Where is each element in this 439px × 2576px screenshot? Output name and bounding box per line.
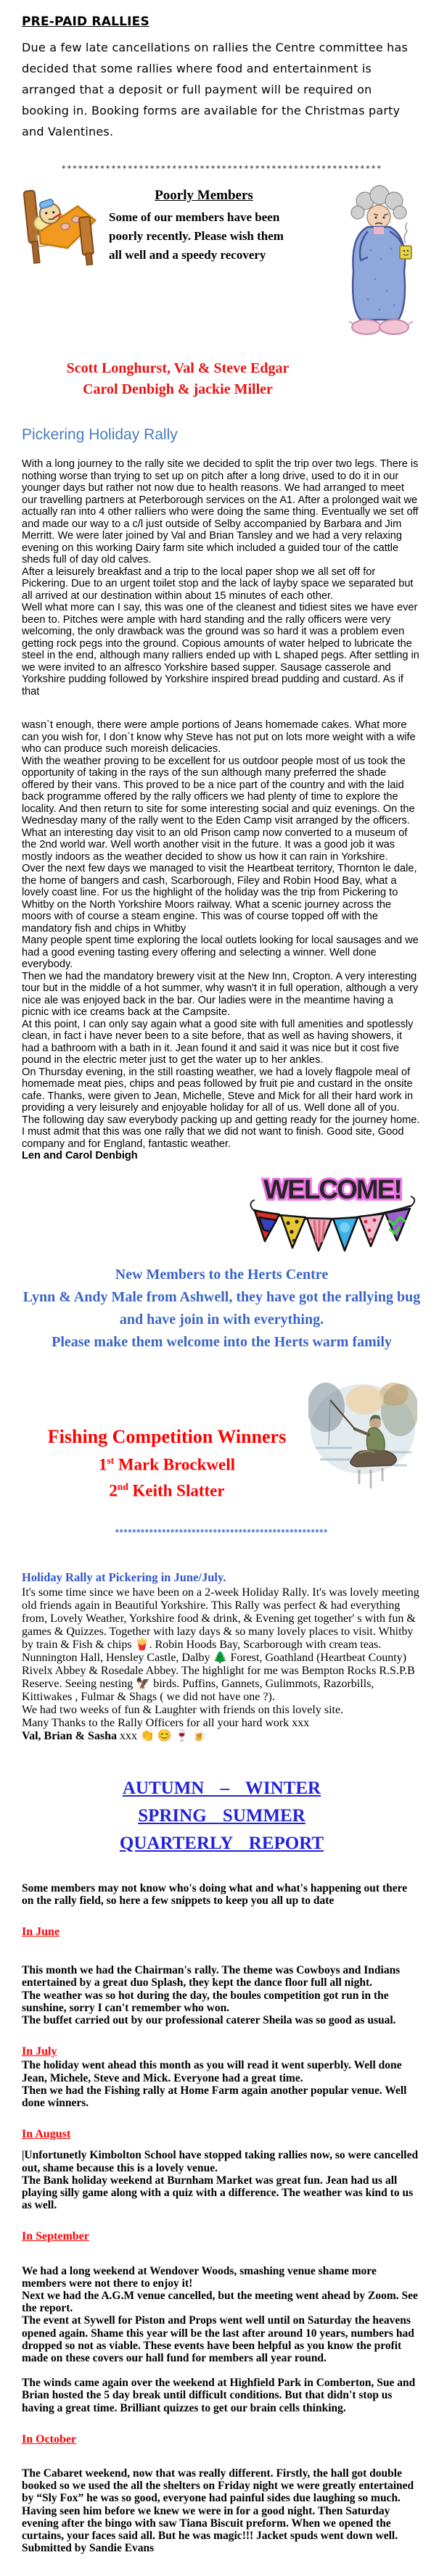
month-heading-july: In July — [22, 2045, 57, 2058]
month-heading-october: In October — [22, 2432, 77, 2445]
winner-2-name: Keith Slatter — [132, 1481, 225, 1500]
quarterly-line1: AUTUMN – WINTER — [122, 1778, 321, 1798]
winner-2-ordinal: nd — [117, 1481, 128, 1493]
grumpy-woman-svg — [336, 185, 422, 339]
pickering-paragraph: The following day saw everybody packing up and getting ready for the journey home. I must admit that this was one rally that we did not want to finish. Good site, Good company and for England, fantastic weather. — [22, 1114, 420, 1150]
welcome-banner-text: WELCOME! — [263, 1174, 401, 1204]
winner-1-rank: 1 — [98, 1455, 107, 1474]
pickering-paragraph: Many people spent time exploring the local outlets looking for local sausages and we had a good evening tasting every offering and selecting a winner. Well done everybody. — [22, 935, 419, 970]
pickering-paragraph: wasn`t enough, there were ample portions of Jeans homemade cakes. What more can you wish for, I don`t know why Steve has not put on lots more weight with a wife who can produce such moreish delicacies. — [22, 719, 416, 755]
fishing-winner-1 — [22, 1449, 312, 1476]
quarterly-report-heading — [22, 1775, 422, 1858]
fisherman-watercolor-illustration — [308, 1378, 417, 1499]
holiday-report-paragraph: Many Thanks to the Rally Officers for all your hard work xxx — [22, 1716, 310, 1729]
signoff-names: Val, Brian & Sasha — [22, 1729, 117, 1742]
pickering-paragraph: With the weather proving to be excellent for us outdoor people most of us took the opportunity of taking in the rays of the sun although many preferred the shade offered by their vans. This proved to be a nice part of the country and with the laid back programme offered by the rally officers we had plenty of time to explore the locality. And then return to site for some interesting social and quiz evenings. On the Wednesday many of the rally went to the Eden Camp visit arranged by the officers. What an interesting day visit to an old Prison camp now converted to a museum of the 2nd world war. Well worth another visit in the future. It was a good job it was mostly indoors as the weather decided to show us how it can rain in Yorkshire. — [22, 755, 415, 863]
prepaid-rallies-body: Due a few late cancellations on rallies the Centre committee has decided that some rallies where food and entertainment is arranged that a deposit or full payment will be required on booking in. Booking forms are available for the Christmas party and Valentines. — [22, 41, 409, 138]
poorly-members-title: Poorly Members — [155, 188, 253, 203]
asterisk-divider: ********************************************************** — [61, 164, 382, 173]
snippets-intro: Some members may not know who's doing what and what's happening out there on the rally field, so here a few snippets to keep you all up to date — [22, 1881, 408, 1907]
september-paragraph: The winds came again over the weekend at Highfield Park in Comberton, Sue and Brian hosted the 5 day break until difficult conditions. But that didn't stop us having a great time. Brilliant quizzes to get our brain cells thinking. — [22, 2377, 416, 2414]
quarterly-line2: SPRING SUMMER — [138, 1805, 305, 1826]
pickering-paragraph: After a leisurely breakfast and a trip to the local paper shop we all set off for Pickering. Due to an urgent toilet stop and the lack of layby space we separated but all arrived at our destination within about 15 minutes of each other. — [22, 566, 414, 602]
new-members-line2: Lynn & Andy Male from Ashwell, they have got the rallying bug and have join in with everything. — [22, 1288, 421, 1328]
fishing-competition-section — [22, 1378, 422, 1509]
pickering-paragraph: With a long journey to the rally site we decided to split the trip over two legs. There is nothing worse than trying to set up on pitch after a long drive, used to do it in our younger days but rather not now due to health reasons. We had arranged to meet our travelling partners at Peterborough services on the A1. After a prolonged wait we actually ran into 4 other ralliers who were doing the same thing. Eventually we set off and made our way to a c/l just outside of Selby accompanied by Barbara and Jim Merritt. We were later joined by Val and Brian Tansley and we had a very relaxing evening on this working Dairy farm site which included a guided tour of the cattle sheds full of day old calves. — [22, 458, 419, 566]
fisherman-svg — [308, 1378, 417, 1496]
winner-1-name: Mark Brockwell — [118, 1455, 236, 1474]
september-paragraph: The event at Sywell for Piston and Props went well until on Saturday the heavens opened again. Shame this year will be the last after around 10 years, numbers had dropped so not as viable. These events have been helpful as you know the profit made on these covers our hall fund for members all year round. — [22, 2314, 414, 2364]
july-paragraph: Then we had the Fishing rally at Home Farm again another popular venue. Well done winners. — [22, 2084, 407, 2109]
june-paragraph: The buffet carried out by our professional caterer Sheila was so good as usual. — [22, 2013, 396, 2026]
quarterly-snippets — [22, 1882, 422, 2555]
fishing-winner-2 — [22, 1475, 312, 1502]
fishing-competition-text — [22, 1378, 312, 1502]
poorly-names-line2: Carol Denbigh & jackie Miller — [83, 381, 273, 397]
month-heading-august: In August — [22, 2128, 71, 2141]
prepaid-rallies-section — [22, 12, 422, 142]
winner-2-rank: 2 — [109, 1481, 118, 1500]
july-paragraph: The holiday went ahead this month as you will read it went superbly. Well done Jean, Michele, Steve and Mick. Everyone had a great time. — [22, 2059, 402, 2084]
holiday-rally-report — [22, 1571, 422, 1743]
june-paragraph: The weather was so hot during the day, the boules competition got run in the sunshine, sorry I can't remember who won. — [22, 1989, 389, 2014]
prepaid-rallies-title: PRE-PAID RALLIES — [22, 15, 149, 29]
pickering-signoff: Len and Carol Denbigh — [22, 1150, 138, 1161]
holiday-report-title: Holiday Rally at Pickering in June/July. — [22, 1570, 226, 1584]
september-paragraph: We had a long weekend at Wendover Woods, smashing venue shame more members were not there to enjoy it! — [22, 2264, 377, 2290]
holiday-report-paragraph: We had two weeks of fun & Laughter with friends on this lovely site. — [22, 1703, 344, 1716]
sick-person-in-bed-illustration — [22, 185, 99, 270]
june-paragraph: This month we had the Chairman's rally. The theme was Cowboys and Indians entertained by a great duo Splash, they kept the dance floor full all night. — [22, 1964, 401, 1989]
quarterly-line3: QUARTERLY REPORT — [119, 1833, 324, 1853]
welcome-bunting-svg — [246, 1169, 419, 1258]
fishing-competition-title: Fishing Competition Winners — [47, 1425, 287, 1447]
winner-1-ordinal: st — [107, 1454, 115, 1466]
submitted-by: Submitted by Sandie Evans — [22, 2542, 155, 2555]
poorly-members-body: Some of our members have been poorly recently. Please wish them all well and a speedy recovery — [109, 210, 284, 262]
new-members-line1: New Members to the Herts Centre — [115, 1266, 329, 1283]
pickering-paragraph: Over the next few days we managed to visit the Heartbeat territory, Thornton le dale, the home of bangers and cash, Scarborough, Filey and Robin Hood Bay, what a lovely coast line. For us the highlight of the holiday was the trip from Pickering to Whitby on the North Yorkshire Moors railway. What a scenic journey across the moors with of course a steam engine. This was of course topped off with the mandatory fish and chips in Whitby — [22, 863, 417, 935]
month-heading-september: In September — [22, 2230, 89, 2243]
august-paragraph: |Unfortunetly Kimbolton School have stopped taking rallies now, so were cancelled out, shame because this is a lovely venue. — [22, 2149, 419, 2174]
september-paragraph: Next we had the A.G.M venue cancelled, but the meeting went ahead by Zoom. See the report. — [22, 2289, 418, 2315]
month-heading-june: In June — [22, 1925, 60, 1938]
august-paragraph: The Bank holiday weekend at Burnham Market was great fun. Jean had us all playing silly game along with a quiz with a difference. The weather was kind to us as well. — [22, 2174, 414, 2212]
new-members-line3: Please make them welcome into the Herts warm family — [52, 1333, 392, 1350]
pickering-paragraph: Then we had the mandatory brewery visit at the New Inn, Cropton. A very interesting tour but in the middle of a hot summer, why wasn't it in full operation, although a very nice ale was enjoyed back in the bar. Our ladies were in the meantime having a picnic with ice creams back at the Campsite. — [22, 970, 419, 1018]
welcome-banner-illustration — [22, 1169, 419, 1258]
celebration-emoji-row: 👏 😊 🍷 🍺 — [140, 1729, 207, 1742]
holiday-report-signoff — [22, 1730, 422, 1743]
signoff-kisses: xxx — [120, 1729, 137, 1742]
poorly-names-line1: Scott Longhurst, Val & Steve Edgar — [66, 360, 290, 376]
holiday-report-paragraph: It's some time since we have been on a 2-week Holiday Rally. It's was lovely meeting old friends again in Beautiful Yorkshire. This Rally was perfect & had everything from, Lovely Weather, Yorkshire food & drink, & Evening get together' s with fun & games & Quizzes. Together with lazy days & so many lovely places to visit. Whitby by train & Fish & chips 🍟. Robin Hoods Bay, Scarborough with cream teas. Nunnington Hall, Hensley Castle, Dalby 🌲 Forest, Goathland (Heartbeat County) Rivelx Abbey & Rosedale Abbey. The highlight for me was Bempton Rocks R.S.P.B Reserve. Seeing nesting 🦅 birds. Puffins, Gannets, Gulimmots, Razorbills, Kittiwakes , Fulmar & Shags ( we did not have one ?). — [22, 1586, 419, 1703]
blue-asterisk-divider: ************************************************** — [115, 1527, 329, 1538]
pickering-rally-title: Pickering Holiday Rally — [22, 426, 178, 443]
poorly-members-names — [22, 358, 334, 400]
grumpy-woman-illustration — [336, 185, 422, 342]
pickering-rally-article — [22, 458, 422, 1162]
new-members-section — [22, 1264, 422, 1354]
october-paragraph: The Cabaret weekend, now that was really different. Firstly, the hall got double booked so we used the all the shelters on Friday night we were greatly entertained by “Sly Fox” he was so good, everyone had painful sides due laughing so much. Having seen him before we knew we were in for a good night. Then Saturday evening after the bingo with saw Tiana Biscuit preform. When we opened the curtains, your faces said all. But he was magic!!! Jacket spuds went down well. — [22, 2467, 414, 2543]
poorly-members-section — [22, 185, 422, 342]
pickering-paragraph: On Thursday evening, in the still roasting weather, we had a lovely flagpole meal of homemade meat pies, chips and peas followed by fruit pie and custard in the onsite cafe. Thanks, were given to Jean, Michelle, Steve and Mick for all their hard work in providing a very leisurely and enjoyable holiday for all of us. Well done all of you. — [22, 1066, 414, 1114]
pickering-paragraph: Well what more can I say, this was one of the cleanest and tidiest sites we have ever been to. Pitches were ample with hard standing and the rally officers were very welcoming, the only drawback was the ground was so hard it was a problem even getting rock pegs into the ground. Copious amounts of water helped to lubricate the steel in the end, although many ralliers ended up with L shaped pegs. After settling in we were invited to an alfresco Yorkshire based supper. Sausage casserole and Yorkshire pudding followed by Yorkshire inspired bread pudding and custard. As if that — [22, 602, 419, 697]
pickering-paragraph: At this point, I can only say again what a good site with full amenities and spotlessly clean, in fact i have never been to a site before, that as well as having showers, it had a bathroom with a bath in it. Jean found it and said it was nice but it cost five pound in the electric meter just to get the water up to her ankles. — [22, 1018, 414, 1066]
poorly-members-text — [109, 185, 299, 265]
